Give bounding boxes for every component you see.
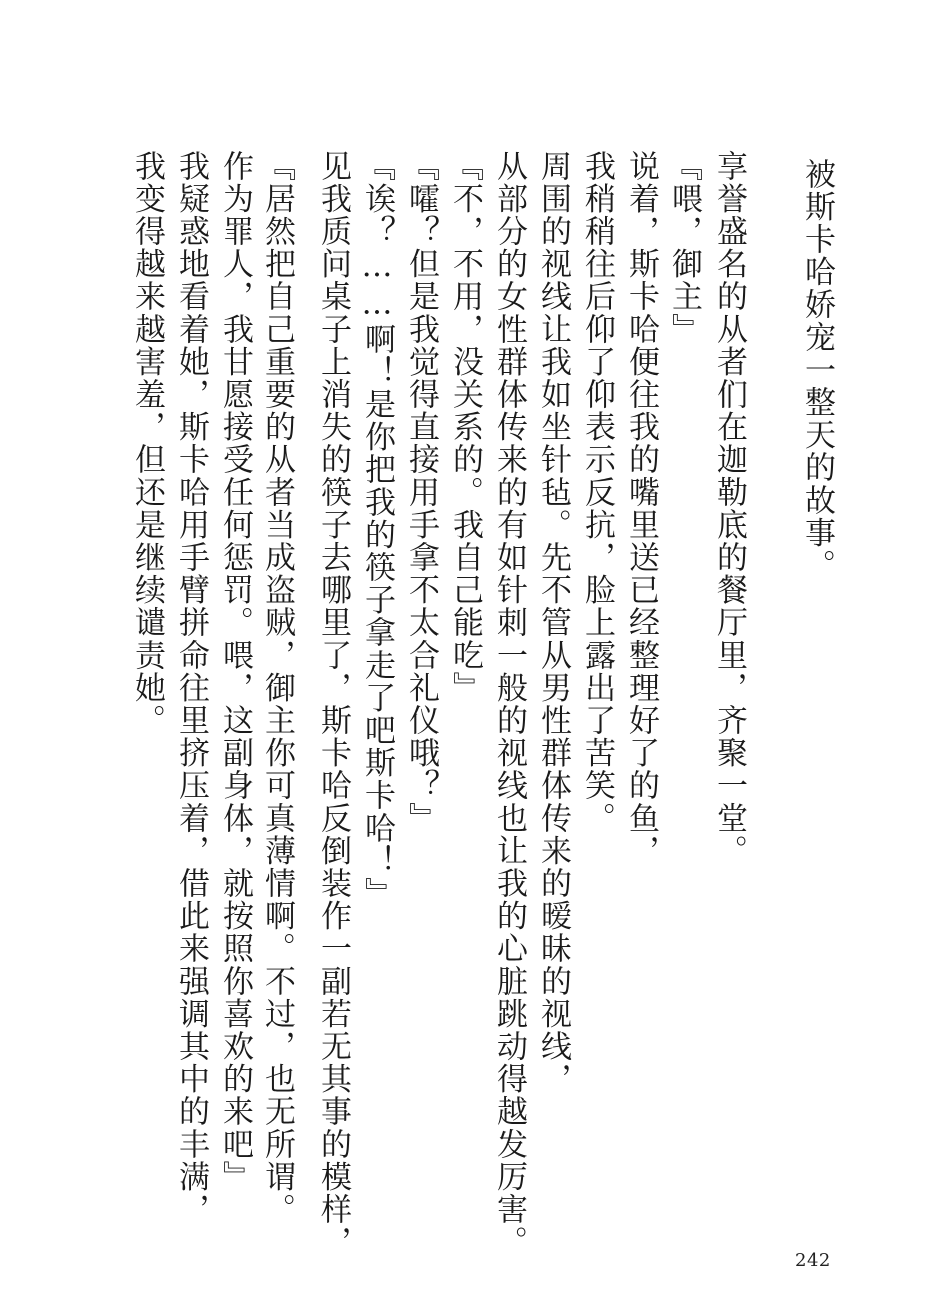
text-column: 见我质问桌子上消失的筷子去哪里了，斯卡哈反倒装作一副若无其事的模样，: [315, 150, 351, 1259]
text-column: 我变得越来越害羞，但还是继续谴责她。: [129, 150, 165, 737]
page-number: 242: [795, 1250, 831, 1271]
text-column: 作为罪人，我甘愿接受任何惩罚。喂，这副身体，就按照你喜欢的来吧』: [217, 150, 253, 1194]
text-column: 『居然把自己重要的从者当成盗贼，御主你可真薄情啊。不过，也无所谓。: [259, 150, 295, 1226]
text-column: 『嚯？但是我觉得直接用手拿不太合礼仪哦？』: [403, 150, 439, 835]
text-column: 『喂，御主』: [666, 150, 702, 346]
text-column: 我疑惑地看着她，斯卡哈用手臂拼命往里挤压着，借此来强调其中的丰满，: [173, 150, 209, 1226]
text-column: 享誉盛名的从者们在迦勒底的餐厅里，齐聚一堂。: [711, 150, 747, 868]
text-column: 周围的视线让我如坐针毡。先不管从男性群体传来的暧昧的视线，: [535, 150, 571, 1096]
text-column: 说着，斯卡哈便往我的嘴里送已经整理好了的鱼，: [623, 150, 659, 868]
text-column: 我稍稍往后仰了仰表示反抗，脸上露出了苦笑。: [579, 150, 615, 835]
text-column: 『诶？……啊！是你把我的筷子拿走了吧斯卡哈！』: [359, 150, 395, 910]
chapter-title: 被斯卡哈娇宠一整天的故事。: [799, 158, 835, 582]
text-column: 『不，不用，没关系的。我自己能吃』: [447, 150, 483, 705]
text-column: 从部分的女性群体传来的有如针刺一般的视线也让我的心脏跳动得越发厉害。: [491, 150, 527, 1259]
